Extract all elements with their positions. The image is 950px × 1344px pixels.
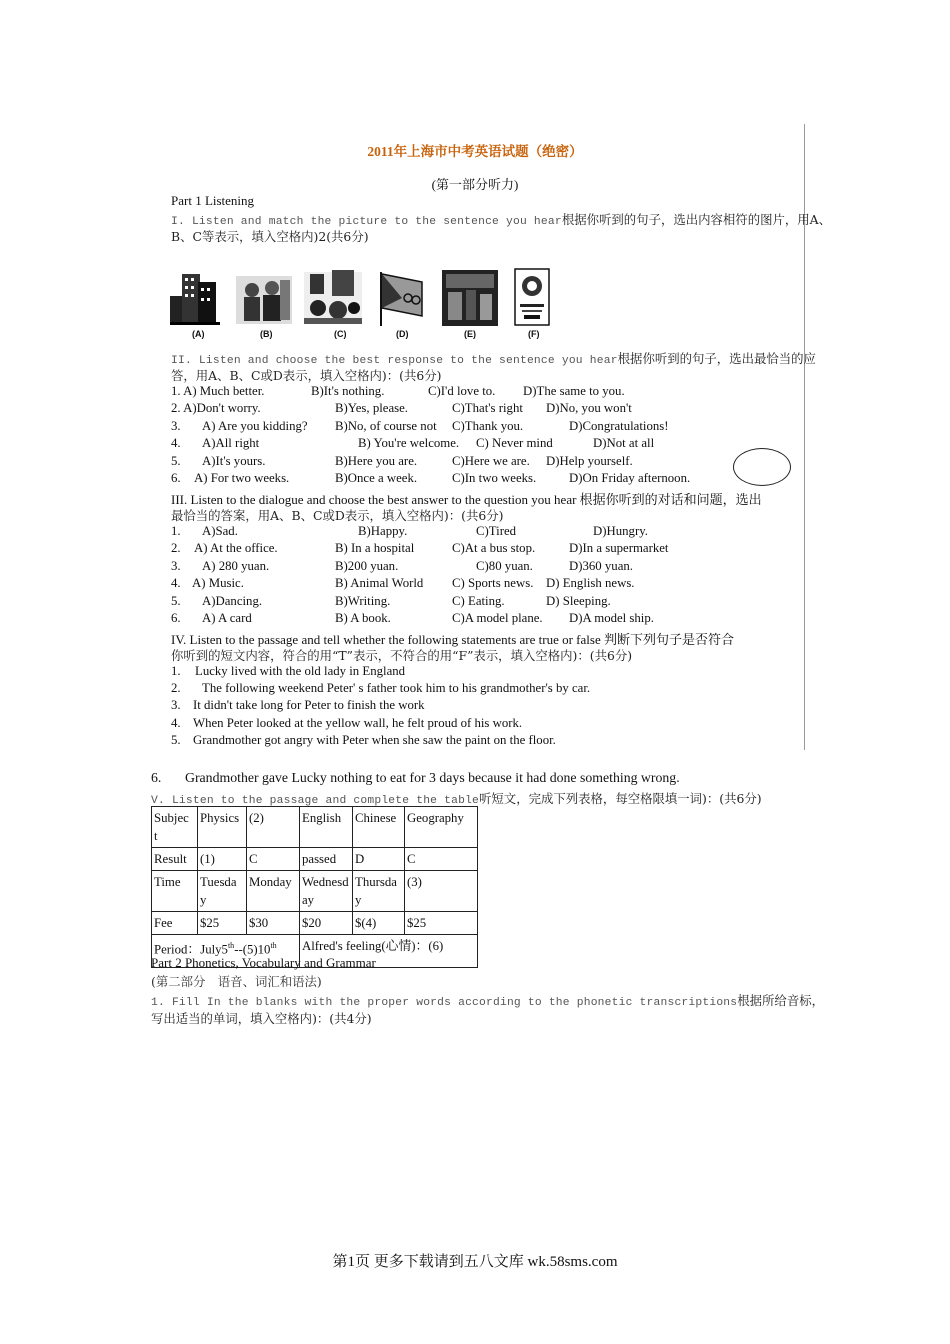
sec3-option: B)Happy. (358, 524, 408, 538)
sec3-item-num: 1. (171, 524, 181, 538)
table-cell: $20 (300, 912, 353, 935)
picture-d-flag (378, 268, 424, 333)
picture-c-street (304, 268, 362, 333)
table-cell: $30 (247, 912, 300, 935)
sec3-option: A) 280 yuan. (202, 559, 270, 573)
sec4-statement: Grandmother got angry with Peter when she saw the paint on the floor. (193, 733, 556, 747)
sec3-option: B)Writing. (335, 594, 391, 608)
sec2-item-2: 2. A)Don't worry. (171, 401, 261, 415)
table-cell: Wednesd ay (300, 871, 353, 912)
sec2-option: D)On Friday afternoon. (569, 471, 691, 485)
sec2-option: C)In two weeks. (452, 471, 537, 485)
sec2-option: A)It's yours. (202, 454, 266, 468)
table-row (152, 912, 478, 935)
sec3-option: B) In a hospital (335, 541, 415, 555)
sec3-item-num: 4. (171, 576, 181, 590)
picture-b-people (236, 268, 292, 331)
table-cell: Physics (198, 807, 247, 848)
sec2-item-num: 4. (171, 436, 181, 450)
sec2-option: D)Congratulations! (569, 419, 669, 433)
sec4-statement: It didn't take long for Peter to finish the work (193, 698, 425, 712)
sec2-option: A)All right (202, 436, 260, 450)
sec4-item-num: 1. (171, 664, 181, 678)
sec3-option: C)Tired (476, 524, 517, 538)
sec3-option: A)Dancing. (202, 594, 263, 608)
sec4-item-num: 5. (171, 733, 181, 747)
sec3-option: B) A book. (335, 611, 391, 625)
section4-line1: IV. Listen to the passage and tell whether the following statements are true or false 判断下列句子是否符合 (171, 632, 734, 647)
sec3-option: C) Sports news. (452, 576, 534, 590)
sec3-option: A) A card (202, 611, 252, 625)
sec2-option: B) You're welcome. (358, 436, 460, 450)
section1-en: I. Listen and match the picture to the sentence you hear (171, 216, 562, 228)
sec2-option: B)Here you are. (335, 454, 418, 468)
sec2-item-num: 6. (171, 471, 181, 485)
page-title: 2011年上海市中考英语试题（绝密） (367, 144, 583, 159)
table-cell: $25 (198, 912, 247, 935)
page-footer: 第1页 更多下载请到五八文库 wk.58sms.com (332, 1254, 618, 1270)
table-cell: D (353, 848, 405, 871)
table-cell: $25 (405, 912, 478, 935)
sec3-item-num: 3. (171, 559, 181, 573)
section1-cn: 根据你听到的句子，选出内容相符的图片，用A、 (561, 212, 831, 227)
sec3-option: D) English news. (546, 576, 635, 590)
table-cell: Result (152, 848, 198, 871)
table-cell: Time (152, 871, 198, 912)
sec2-option: D)The same to you. (523, 384, 625, 398)
sec4-statement: Lucky lived with the old lady in England (195, 664, 406, 678)
sec4-statement: The following weekend Peter' s father took him to his grandmother's by car. (202, 681, 591, 695)
sec4-statement: Grandmother gave Lucky nothing to eat for 3 days because it had done something wrong. (185, 770, 680, 785)
sec3-option: A) At the office. (194, 541, 278, 555)
sec3-option: D)360 yuan. (569, 559, 633, 573)
section3-line1: III. Listen to the dialogue and choose the best answer to the question you hear 根据你听到的对话和问题，选出 (171, 492, 762, 507)
sec3-item-num: 5. (171, 594, 181, 608)
table-cell: C (405, 848, 478, 871)
sec3-option: A) Music. (192, 576, 244, 590)
section4-line2: 你听到的短文内容，符合的用“T”表示，不符合的用“F”表示，填入空格内)：(共6分) (171, 648, 633, 663)
table-cell: passed (300, 848, 353, 871)
picture-label: (D) (396, 329, 409, 339)
sec2-item-1: 1. A) Much better. (171, 384, 265, 398)
sec3-option: D)In a supermarket (569, 541, 669, 555)
sec2-option: A) Are you kidding? (202, 419, 308, 433)
picture-f-poster (514, 268, 550, 333)
sec4-statement: When Peter looked at the yellow wall, he felt proud of his work. (193, 716, 523, 730)
sec2-option: A) For two weeks. (194, 471, 290, 485)
section2-en: II. Listen and choose the best response to the sentence you hear (171, 355, 618, 367)
sec3-option: D)Hungry. (593, 524, 648, 538)
table-cell: Subjec t (152, 807, 198, 848)
table-cell: (2) (247, 807, 300, 848)
section2-line2: 答，用A、B、C或D表示，填入空格内)：(共6分) (171, 368, 442, 383)
sec2-option: C)Here we are. (452, 454, 530, 468)
sec3-option: A)Sad. (202, 524, 238, 538)
table-row (152, 807, 478, 848)
table-cell: Fee (152, 912, 198, 935)
sec2-option: D)Help yourself. (546, 454, 633, 468)
sec4-item-num: 2. (171, 681, 181, 695)
table-cell: Thursda y (353, 871, 405, 912)
sec3-option: C)At a bus stop. (452, 541, 536, 555)
sec3-option: B) Animal World (335, 576, 424, 590)
table-cell-feeling: Alfred's feeling(心情)：(6) (300, 935, 478, 968)
part1-heading: Part 1 Listening (171, 193, 255, 208)
sec3-option: D)A model ship. (569, 611, 654, 625)
sec2-option: B)It's nothing. (311, 384, 385, 398)
sec4-item-num: 6. (151, 770, 162, 785)
table-cell: English (300, 807, 353, 848)
page-subtitle: (第一部分听力) (431, 177, 519, 192)
part2-heading-cn: (第二部分 语音、词汇和语法) (151, 974, 322, 989)
circle-mark (733, 448, 791, 486)
table-cell: (1) (198, 848, 247, 871)
table-cell: Geography (405, 807, 478, 848)
picture-label: (E) (464, 329, 476, 339)
picture-e-scene (442, 268, 498, 333)
section5-en: V. Listen to the passage and complete the table (151, 795, 480, 807)
sec2-option: C)Thank you. (452, 419, 524, 433)
section2-cn: 根据你听到的句子，选出最恰当的应 (617, 351, 816, 366)
table-cell: C (247, 848, 300, 871)
table-cell: Monday (247, 871, 300, 912)
sec2-option: D)Not at all (593, 436, 655, 450)
section1-line2: B、C等表示，填入空格内)2(共6分) (171, 229, 369, 244)
table-cell: (3) (405, 871, 478, 912)
sec2-option: B)Yes, please. (335, 401, 408, 415)
sec2-option: C)That's right (452, 401, 523, 415)
part2-section1-en: 1. Fill In the blanks with the proper words according to the phonetic transcriptions (151, 997, 738, 1009)
sec2-option: C)I'd love to. (428, 384, 496, 398)
part2-section1-line2: 写出适当的单词，填入空格内)：(共4分) (151, 1011, 372, 1026)
picture-label: (B) (260, 329, 273, 339)
sec2-option: B)No, of course not (335, 419, 437, 433)
section5-cn: 听短文，完成下列表格，每空格限填一词)：(共6分) (479, 791, 762, 806)
exam-table (151, 806, 478, 968)
picture-label: (A) (192, 329, 205, 339)
sec2-option: D)No, you won't (546, 401, 632, 415)
table-row (152, 871, 478, 912)
sec3-option: B)200 yuan. (335, 559, 399, 573)
sec4-item-num: 4. (171, 716, 181, 730)
table-cell: Tuesda y (198, 871, 247, 912)
table-cell-period: Period：July5th--(5)10th (152, 935, 300, 968)
sec2-option: C) Never mind (476, 436, 553, 450)
picture-label: (C) (334, 329, 347, 339)
section3-line2: 最恰当的答案，用A、B、C或D表示，填入空格内)：(共6分) (171, 508, 504, 523)
sec4-item-num: 3. (171, 698, 181, 712)
sec3-option: C)A model plane. (452, 611, 543, 625)
table-row (152, 848, 478, 871)
picture-a-buildings (170, 268, 220, 331)
sec2-option: B)Once a week. (335, 471, 418, 485)
part2-section1-instruction (151, 991, 824, 1010)
sec3-option: D) Sleeping. (546, 594, 611, 608)
part2-section1-cn: 根据所给音标， (737, 993, 824, 1008)
picture-label: (F) (528, 329, 540, 339)
table-cell: Chinese (353, 807, 405, 848)
table-cell: $(4) (353, 912, 405, 935)
sec2-item-num: 3. (171, 419, 181, 433)
part2-heading: Part 2 Phonetics, Vocabulary and Grammar (151, 955, 376, 970)
sec3-option: C)80 yuan. (476, 559, 533, 573)
sec3-option: C) Eating. (452, 594, 505, 608)
sec3-item-num: 2. (171, 541, 181, 555)
sec2-item-num: 5. (171, 454, 181, 468)
sec3-item-num: 6. (171, 611, 181, 625)
